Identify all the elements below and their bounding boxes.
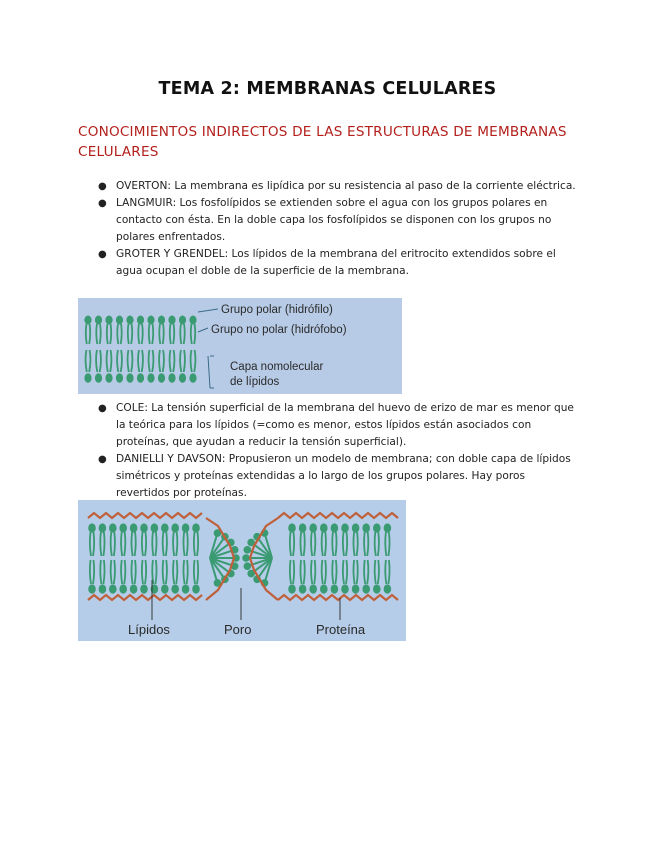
page-title: TEMA 2: MEMBRANAS CELULARES: [158, 79, 497, 99]
label-layer-line1: Capa nomolecular: [230, 361, 324, 373]
label-nonpolar-group: Grupo no polar (hidrófobo): [211, 324, 347, 336]
list-item: [78, 195, 578, 246]
label-lipids: Lípidos: [128, 622, 170, 637]
list-item-text: COLE: La tensión superficial de la membrana del huevo de erizo de mar es menor que la teórica para los lípidos (=como es menor, estos lípidos están asociados con proteínas, que ayudan a reducir la tensión superficial).: [116, 402, 574, 448]
bullet-list-1: [78, 178, 578, 280]
list-item-text: OVERTON: La membrana es lipídica por su resistencia al paso de la corriente eléctrica.: [116, 180, 576, 192]
bullet-list-2: [78, 400, 578, 502]
list-item: [78, 178, 578, 195]
figure-background: [78, 500, 406, 641]
list-item-text: LANGMUIR: Los fosfolípidos se extienden sobre el agua con los grupos polares en contacto con ésta. En la doble capa los fosfolípidos se disponen con los grupos no polares enfrentados.: [116, 197, 552, 243]
bullet-icon: ●: [98, 454, 107, 465]
label-polar-group: Grupo polar (hidrófilo): [221, 304, 333, 316]
list-item: [78, 400, 578, 451]
bullet-icon: ●: [98, 198, 107, 209]
list-item: [78, 451, 578, 502]
label-pore: Poro: [224, 622, 252, 637]
label-protein: Proteína: [316, 622, 366, 637]
section-subtitle: CONOCIMIENTOS INDIRECTOS DE LAS ESTRUCTURAS DE MEMBRANAS CELULARES: [78, 124, 567, 160]
list-item: [78, 246, 578, 280]
bullet-icon: ●: [98, 403, 107, 414]
bullet-icon: ●: [98, 249, 107, 260]
lipid-layer-figure: [78, 298, 402, 394]
danielli-davson-figure: [78, 500, 406, 641]
list-item-text: DANIELLI Y DAVSON: Propusieron un modelo de membrana; con doble capa de lípidos simétricos y proteínas extendidas a lo largo de los grupos polares. Hay poros revertidos por proteínas.: [116, 453, 571, 499]
bullet-icon: ●: [98, 181, 107, 192]
list-item-text: GROTER Y GRENDEL: Los lípidos de la membrana del eritrocito extendidos sobre el agua ocupan el doble de la superficie de la membrana.: [116, 248, 556, 277]
label-layer-line2: de lípidos: [230, 376, 280, 388]
